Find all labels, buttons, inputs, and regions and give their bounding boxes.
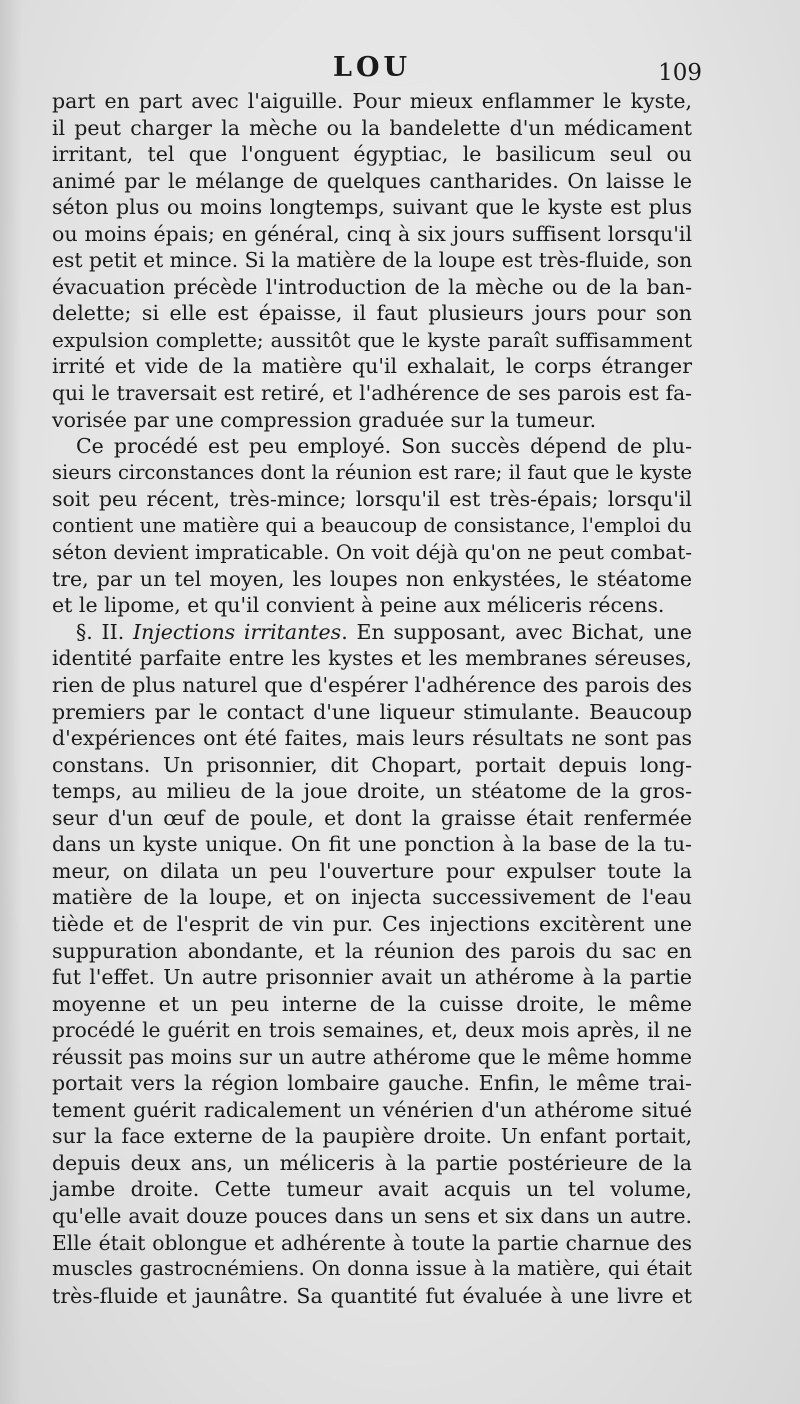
- text-line: muscles gastrocnémiens. On donna issue à la matière, qui était: [52, 1257, 692, 1281]
- section-title: Injections irritantes: [133, 619, 342, 644]
- page-number: 109: [658, 60, 702, 86]
- text-line: identité parfaite entre les kystes et les membranes séreuses,: [52, 646, 692, 671]
- text-line: d'expériences ont été faites, mais leurs résultats ne sont pas: [52, 726, 692, 751]
- text-line: ou moins épais; en général, cinq à six jours suffisent lorsqu'il: [52, 221, 692, 246]
- text-line: Ce procédé est peu employé. Son succès dépend de plu-: [76, 434, 692, 459]
- running-head: LOU: [332, 52, 412, 83]
- text-line: moyenne et un peu interne de la cuisse droite, le même: [52, 991, 692, 1016]
- text-line: jambe droite. Cette tumeur avait acquis un tel volume,: [52, 1177, 692, 1202]
- text-line: premiers par le contact d'une liqueur stimulante. Beaucoup: [52, 699, 692, 724]
- text-line: matière de la loupe, et on injecta successivement de l'eau: [52, 885, 692, 910]
- text-line: dans un kyste unique. On fit une ponction à la base de la tu-: [52, 832, 692, 857]
- text-line: tiède et de l'esprit de vin pur. Ces injections excitèrent une: [52, 911, 692, 936]
- text-line: portait vers la région lombaire gauche. Enfin, le même trai-: [52, 1071, 692, 1096]
- text-line: très-fluide et jaunâtre. Sa quantité fut évaluée à une livre et: [52, 1283, 692, 1308]
- text-line: séton plus ou moins longtemps, suivant que le kyste est plus: [52, 195, 692, 220]
- text-line: qu'elle avait douze pouces dans un sens et six dans un autre.: [52, 1203, 692, 1228]
- text-line: évacuation précède l'introduction de la mèche ou de la ban-: [52, 274, 692, 299]
- text-line: irrité et vide de la matière qu'il exhalait, le corps étranger: [52, 354, 692, 379]
- text-line: tre, par un tel moyen, les loupes non enkystées, le stéatome: [52, 566, 692, 591]
- text-line: suppuration abondante, et la réunion des parois du sac en: [52, 938, 692, 963]
- body-text: [52, 88, 692, 1309]
- text-line: irritant, tel que l'onguent égyptiac, le basilicum seul ou: [52, 142, 692, 167]
- text-line: est petit et mince. Si la matière de la loupe est très-fluide, son: [52, 248, 693, 273]
- text-line: animé par le mélange de quelques cantharides. On laisse le: [52, 168, 692, 193]
- text-line: sur la face externe de la paupière droite. Un enfant portait,: [52, 1124, 692, 1149]
- text-line: Elle était oblongue et adhérente à toute la partie charnue des: [52, 1230, 692, 1255]
- page-header: [52, 52, 702, 88]
- text-line: seur d'un œuf de poule, et dont la graisse était renfermée: [52, 805, 692, 830]
- text-line: procédé le guérit en trois semaines, et, deux mois après, il ne: [52, 1018, 692, 1043]
- text-line: meur, on dilata un peu l'ouverture pour expulser toute la: [52, 858, 692, 883]
- text-line: contient une matière qui a beaucoup de consistance, l'emploi du: [52, 513, 692, 537]
- text-line: part en part avec l'aiguille. Pour mieux enflammer le kyste,: [52, 89, 692, 113]
- text-line: §. II. Injections irritantes. En supposant, avec Bichat, une: [76, 619, 692, 644]
- text-line: il peut charger la mèche ou la bandelette d'un médicament: [52, 115, 692, 140]
- text-line: expulsion complette; aussitôt que le kyste paraît suffisamment: [52, 327, 692, 352]
- text-line: temps, au milieu de la joue droite, un stéatome de la gros-: [52, 779, 692, 804]
- text-line: réussit pas moins sur un autre athérome que le même homme: [52, 1044, 692, 1069]
- text-line: delette; si elle est épaisse, il faut plusieurs jours pour son: [52, 301, 692, 326]
- text-line: et le lipome, et qu'il convient à peine aux méliceris récens.: [52, 593, 665, 618]
- text-line: séton devient impraticable. On voit déjà qu'on ne peut combat-: [52, 540, 692, 565]
- text-line: depuis deux ans, un méliceris à la partie postérieure de la: [52, 1150, 692, 1175]
- text-line: tement guérit radicalement un vénérien d'un athérome situé: [52, 1097, 692, 1122]
- text-line: soit peu récent, très-mince; lorsqu'il est très-épais; lorsqu'il: [52, 487, 692, 512]
- text-line: qui le traversait est retiré, et l'adhérence de ses parois est fa-: [52, 381, 692, 406]
- text-line: rien de plus naturel que d'espérer l'adhérence des parois des: [52, 673, 692, 698]
- text-line: fut l'effet. Un autre prisonnier avait un athérome à la partie: [52, 965, 692, 990]
- page-gutter-shadow: [0, 0, 22, 1404]
- text-line: constans. Un prisonnier, dit Chopart, portait depuis long-: [52, 752, 692, 777]
- text-line: sieurs circonstances dont la réunion est rare; il faut que le kyste: [52, 460, 692, 484]
- text-line: vorisée par une compression graduée sur la tumeur.: [52, 407, 597, 432]
